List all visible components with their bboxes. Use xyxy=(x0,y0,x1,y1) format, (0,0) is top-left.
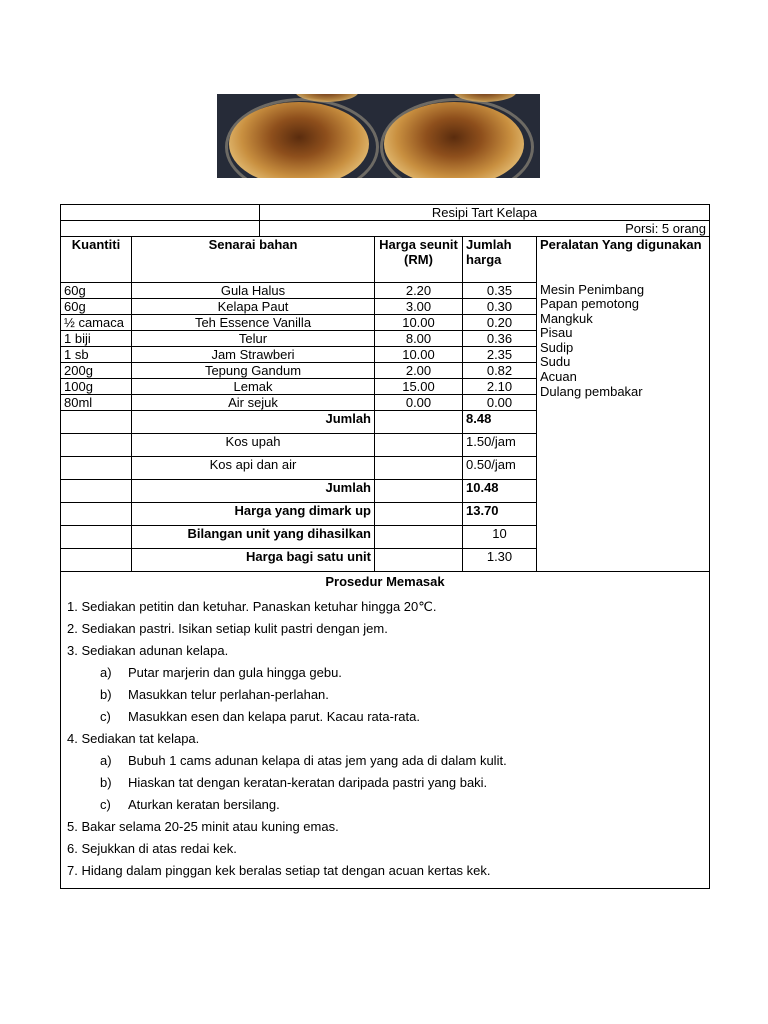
summary-blank-cell xyxy=(61,434,132,457)
tart-photo xyxy=(217,94,540,178)
portion-label: Porsi: 5 orang xyxy=(260,221,710,237)
procedure-substep xyxy=(67,684,703,706)
summary-blank-cell xyxy=(375,434,463,457)
ingredient-price: 2.20 xyxy=(375,283,463,299)
summary-blank-cell xyxy=(375,526,463,549)
tools-list xyxy=(537,283,710,572)
ingredient-total: 2.10 xyxy=(463,379,537,395)
labour-cost-label: Kos upah xyxy=(132,434,375,457)
ingredient-price: 10.00 xyxy=(375,315,463,331)
tool-item: Mesin Penimbang xyxy=(540,281,645,297)
utility-cost-label: Kos api dan air xyxy=(132,457,375,480)
ingredient-price: 8.00 xyxy=(375,331,463,347)
ingredient-qty: ½ camaca xyxy=(61,315,132,331)
ingredient-name: Air sejuk xyxy=(132,395,375,411)
ingredient-total: 2.35 xyxy=(463,347,537,363)
markup-price-value: 13.70 xyxy=(463,503,537,526)
ingredient-name: Lemak xyxy=(132,379,375,395)
substep-text: Putar marjerin dan gula hingga gebu. xyxy=(128,665,342,680)
total-value: 10.48 xyxy=(463,480,537,503)
ingredient-name: Tepung Gandum xyxy=(132,363,375,379)
substep-text: Hiaskan tat dengan keratan-keratan daripada pastri yang baki. xyxy=(128,775,488,790)
summary-blank-cell xyxy=(61,503,132,526)
col-header-quantity: Kuantiti xyxy=(61,237,132,283)
tool-item: Sudu xyxy=(540,354,571,370)
procedure-step: 3. Sediakan adunan kelapa. xyxy=(67,643,229,658)
procedure-substep xyxy=(67,750,703,772)
tool-item: Dulang pembakar xyxy=(540,383,643,399)
col-header-tools: Peralatan Yang digunakan xyxy=(537,237,710,283)
summary-blank-cell xyxy=(375,457,463,480)
substep-text: Aturkan keratan bersilang. xyxy=(128,797,280,812)
procedure-step: 4. Sediakan tat kelapa. xyxy=(67,731,200,746)
tool-item: Pisau xyxy=(540,325,573,341)
ingredient-qty: 60g xyxy=(61,299,132,315)
header-blank-cell xyxy=(61,221,260,237)
procedure-step: 5. Bakar selama 20-25 minit atau kuning emas. xyxy=(67,819,339,834)
ingredient-qty: 100g xyxy=(61,379,132,395)
substep-letter: c) xyxy=(100,797,111,812)
ingredient-name: Gula Halus xyxy=(132,283,375,299)
units-produced-value: 10 xyxy=(463,526,537,549)
ingredient-total: 0.30 xyxy=(463,299,537,315)
ingredient-name: Kelapa Paut xyxy=(132,299,375,315)
ingredient-name: Teh Essence Vanilla xyxy=(132,315,375,331)
col-header-unit-price: Harga seunit (RM) xyxy=(375,237,463,283)
summary-blank-cell xyxy=(61,526,132,549)
procedure-step: 6. Sejukkan di atas redai kek. xyxy=(67,841,237,856)
ingredient-total: 0.00 xyxy=(463,395,537,411)
ingredient-price: 0.00 xyxy=(375,395,463,411)
tool-item: Sudip xyxy=(540,339,574,355)
labour-cost-value: 1.50/jam xyxy=(463,434,537,457)
summary-blank-cell xyxy=(61,549,132,572)
substep-letter: a) xyxy=(100,665,112,680)
tool-item: Papan pemotong xyxy=(540,296,640,312)
procedure-substep xyxy=(67,706,703,728)
tool-item: Acuan xyxy=(540,369,577,385)
summary-blank-cell xyxy=(375,411,463,434)
ingredient-qty: 1 biji xyxy=(61,331,132,347)
procedure-step: 7. Hidang dalam pinggan kek beralas setiap tat dengan acuan kertas kek. xyxy=(67,863,491,878)
substep-letter: c) xyxy=(100,709,111,724)
ingredient-name: Jam Strawberi xyxy=(132,347,375,363)
substep-text: Bubuh 1 cams adunan kelapa di atas jem yang ada di dalam kulit. xyxy=(128,753,507,768)
ingredient-price: 10.00 xyxy=(375,347,463,363)
substep-letter: b) xyxy=(100,775,112,790)
ingredient-qty: 60g xyxy=(61,283,132,299)
markup-price-label: Harga yang dimark up xyxy=(132,503,375,526)
ingredient-total: 0.35 xyxy=(463,283,537,299)
ingredient-qty: 80ml xyxy=(61,395,132,411)
subtotal-label: Jumlah xyxy=(132,411,375,434)
ingredient-total: 0.82 xyxy=(463,363,537,379)
summary-blank-cell xyxy=(61,457,132,480)
unit-price-value: 1.30 xyxy=(463,549,537,572)
col-header-ingredients: Senarai bahan xyxy=(132,237,375,283)
total-label: Jumlah xyxy=(132,480,375,503)
procedure-substep xyxy=(67,662,703,684)
summary-blank-cell xyxy=(375,480,463,503)
procedure-substep xyxy=(67,772,703,794)
procedure-step: 2. Sediakan pastri. Isikan setiap kulit pastri dengan jem. xyxy=(67,621,388,636)
unit-price-label: Harga bagi satu unit xyxy=(132,549,375,572)
substep-text: Masukkan telur perlahan-perlahan. xyxy=(128,687,329,702)
ingredient-price: 2.00 xyxy=(375,363,463,379)
summary-blank-cell xyxy=(375,549,463,572)
ingredient-total: 0.20 xyxy=(463,315,537,331)
ingredient-price: 3.00 xyxy=(375,299,463,315)
summary-blank-cell xyxy=(375,503,463,526)
header-blank-cell xyxy=(61,205,260,221)
ingredient-total: 0.36 xyxy=(463,331,537,347)
procedure-step: 1. Sediakan petitin dan ketuhar. Panaskan ketuhar hingga 20℃. xyxy=(67,599,437,614)
recipe-table xyxy=(60,204,710,889)
tool-item: Mangkuk xyxy=(540,310,593,326)
ingredient-price: 15.00 xyxy=(375,379,463,395)
substep-letter: b) xyxy=(100,687,112,702)
summary-blank-cell xyxy=(61,411,132,434)
utility-cost-value: 0.50/jam xyxy=(463,457,537,480)
procedure-substep xyxy=(67,794,703,816)
col-header-total-price: Jumlah harga xyxy=(463,237,537,283)
substep-letter: a) xyxy=(100,753,112,768)
units-produced-label: Bilangan unit yang dihasilkan xyxy=(132,526,375,549)
procedure-section xyxy=(61,572,710,889)
recipe-title: Resipi Tart Kelapa xyxy=(260,205,710,221)
substep-text: Masukkan esen dan kelapa parut. Kacau rata-rata. xyxy=(128,709,420,724)
ingredient-qty: 200g xyxy=(61,363,132,379)
ingredient-qty: 1 sb xyxy=(61,347,132,363)
procedure-title: Prosedur Memasak xyxy=(325,574,445,589)
subtotal-value: 8.48 xyxy=(463,411,537,434)
ingredient-name: Telur xyxy=(132,331,375,347)
summary-blank-cell xyxy=(61,480,132,503)
